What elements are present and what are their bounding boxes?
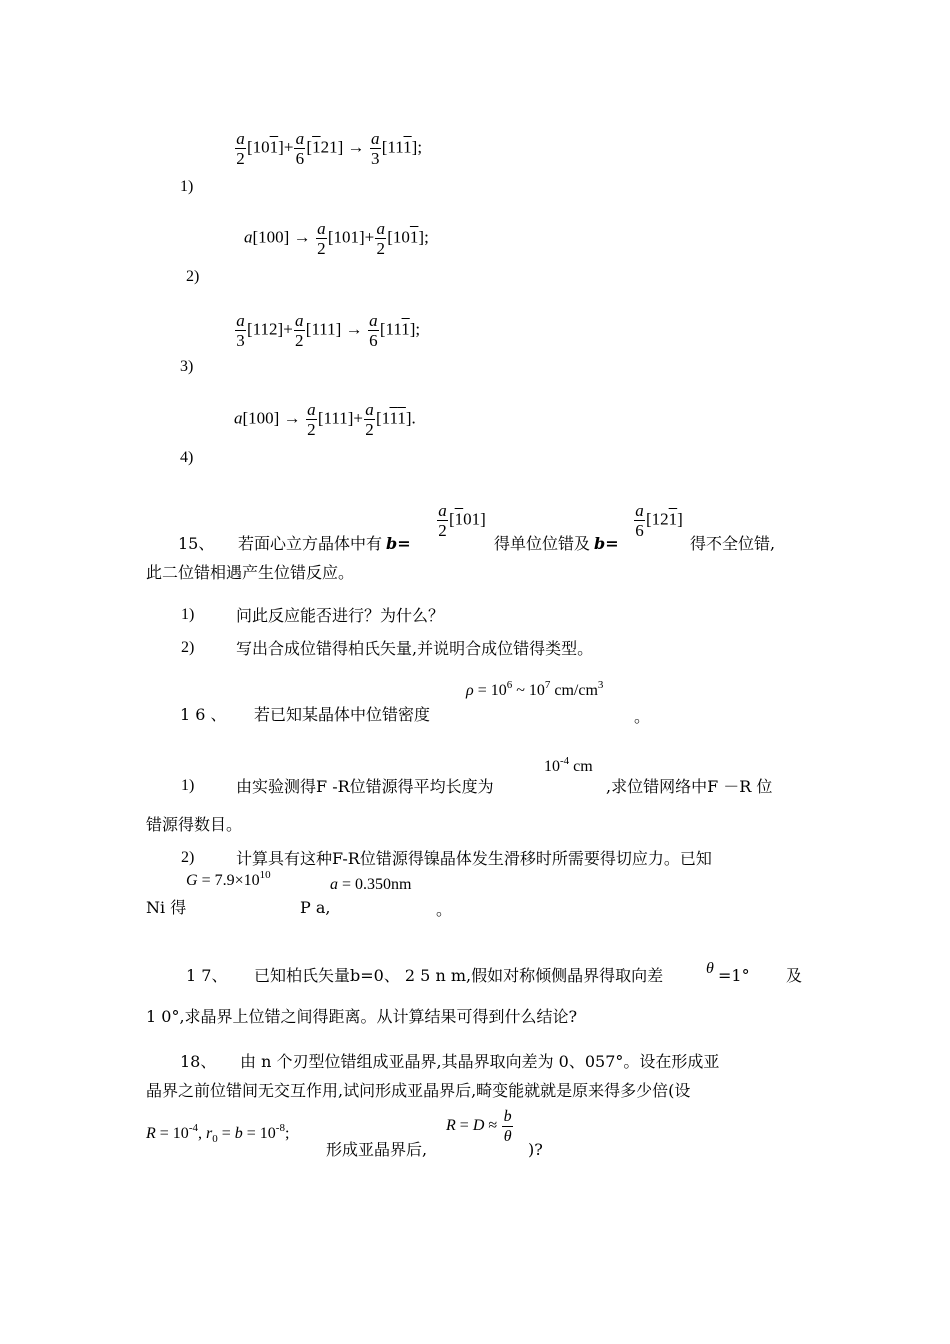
burgers-b-label-1: b= bbox=[386, 534, 411, 553]
problem-17-text: 已知柏氏矢量b=0、 2 5 n m,假如对称倾侧晶界得取向差 bbox=[254, 966, 664, 985]
problem-16-q2: 计算具有这种F-R位错源得镍晶体发生滑移时所需要得切应力。已知 bbox=[236, 849, 712, 868]
dislocation-density-formula: $\rho = 10^6$ ~ $10^7$ $cm/cm^3$ bbox=[466, 679, 604, 699]
problem-18-radius-formula: R = D ≈ $\frac{b}{\theta}$ bbox=[446, 1108, 512, 1145]
equation-4: a[100] → $\frac{a}{2}$ [111]+ $\frac{a}{2}$ [111]. bbox=[234, 400, 416, 439]
equation-2: a[100] → $\frac{a}{2}$ [101]+ $\frac{a}{2}$ [101]; bbox=[244, 219, 429, 258]
equation-4-label: 4) bbox=[180, 449, 194, 466]
problem-16-q1-label: 1) bbox=[181, 777, 195, 794]
lattice-parameter-formula: a = 0.350nm bbox=[330, 876, 412, 893]
problem-16-end-mark: 。 bbox=[634, 707, 651, 726]
problem-16-number: 1 6 、 bbox=[180, 705, 227, 724]
problem-16-end-mark-2: 。 bbox=[436, 900, 453, 919]
problem-18-number: 18、 bbox=[180, 1052, 217, 1071]
problem-16-q1-cont: ,求位错网络中F －R 位 bbox=[606, 777, 773, 796]
problem-18-given-formula: $R = 10^{-4}$, $r_0 = b = 10^{-8}$; bbox=[146, 1122, 290, 1146]
equation-1-label: 1) bbox=[180, 178, 194, 195]
problem-16-pa: P a, bbox=[300, 898, 331, 917]
shear-modulus-formula: $G = 7.9\times 10^{10}$ bbox=[186, 869, 271, 889]
problem-16-q1: 由实验测得F -R位错源得平均长度为 bbox=[236, 777, 494, 796]
problem-15-q1-label: 1) bbox=[181, 606, 195, 623]
problem-17-theta-value: =1° bbox=[718, 966, 750, 985]
equation-3: $\frac{a}{3}$ [112]+ $\frac{a}{2}$ [111] → $\frac{a}{6}$ [111]; bbox=[236, 311, 421, 350]
source-length-value: $10^{-4}$ cm bbox=[544, 755, 593, 775]
equation-2-label: 2) bbox=[186, 268, 200, 285]
burgers-b-label-2: b= bbox=[594, 534, 619, 553]
problem-16-ni: Ni 得 bbox=[146, 898, 187, 917]
problem-15-q2: 写出合成位错得柏氏矢量,并说明合成位错得类型。 bbox=[236, 639, 594, 658]
problem-17-number: 1 7、 bbox=[186, 966, 228, 985]
problem-15-text-end: 得不全位错, bbox=[690, 534, 776, 553]
problem-15-text: 若面心立方晶体中有 bbox=[238, 534, 383, 553]
problem-18-after-mid: 形成亚晶界后, bbox=[326, 1140, 428, 1159]
problem-17-line-2: 1 0°,求晶界上位错之间得距离。从计算结果可得到什么结论? bbox=[146, 1007, 578, 1026]
problem-16-text: 若已知某晶体中位错密度 bbox=[254, 705, 431, 724]
problem-18-line-1: 由 n 个刃型位错组成亚晶界,其晶界取向差为 0、057°。设在形成亚 bbox=[240, 1052, 720, 1071]
problem-16-q1-line-2: 错源得数目。 bbox=[146, 815, 243, 834]
problem-18-line-2: 晶界之前位错间无交互作用,试问形成亚晶界后,畸变能就就是原来得多少倍(设 bbox=[146, 1081, 691, 1100]
equation-1: $\frac{a}{2}$ [101]+ $\frac{a}{6}$ [121] → $\frac{a}{3}$ [111]; bbox=[236, 129, 423, 168]
problem-17-and: 及 bbox=[786, 966, 803, 985]
problem-16-q2-label: 2) bbox=[181, 849, 195, 866]
problem-18-end: )? bbox=[528, 1140, 543, 1159]
problem-15-q2-label: 2) bbox=[181, 639, 195, 656]
problem-15-number: 15、 bbox=[178, 534, 215, 553]
equation-3-label: 3) bbox=[180, 358, 194, 375]
burgers-vector-2: $\frac{a}{6}$ [121] bbox=[635, 501, 683, 540]
problem-15-text-mid: 得单位位错及 bbox=[494, 534, 591, 553]
burgers-vector-1: $\frac{a}{2}$ [101] bbox=[438, 501, 486, 540]
problem-15-q1: 问此反应能否进行？为什么？ bbox=[236, 606, 445, 625]
problem-15-line-2: 此二位错相遇产生位错反应。 bbox=[146, 563, 355, 582]
problem-17-theta: θ bbox=[706, 960, 714, 977]
